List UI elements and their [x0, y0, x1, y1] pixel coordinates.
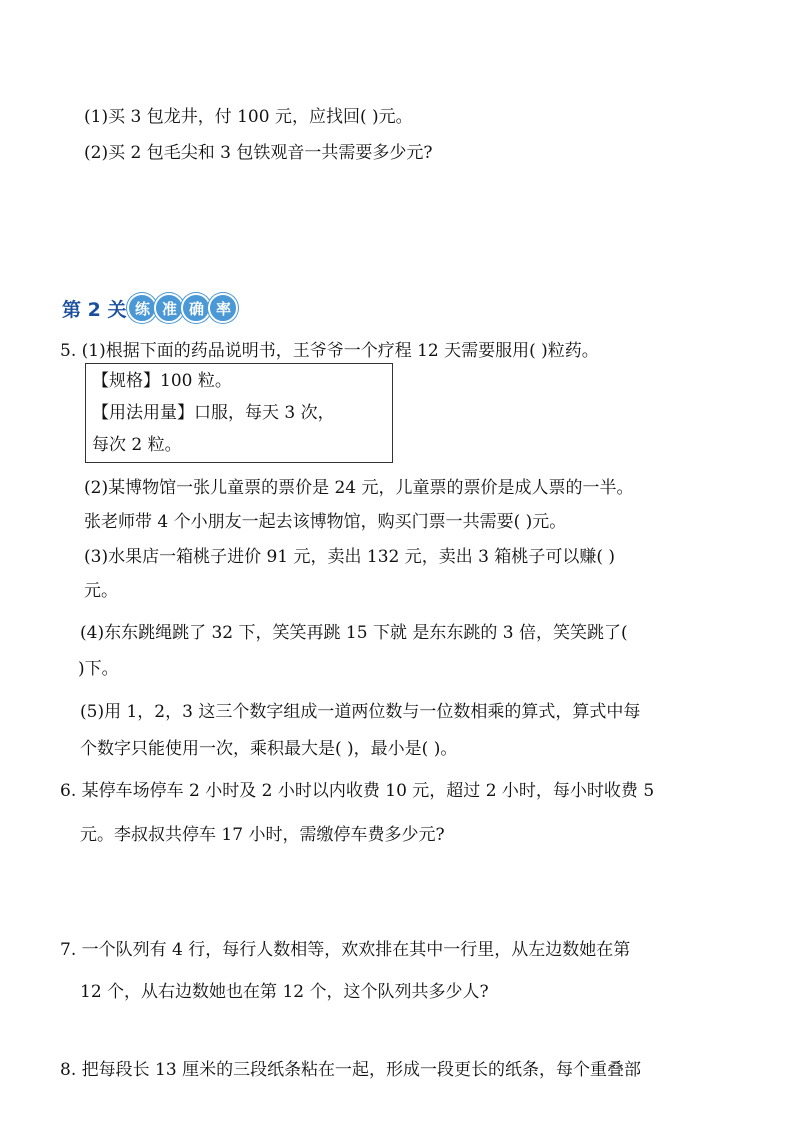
q7-line1: 7. 一个队列有 4 行，每行人数相等，欢欢排在其中一行里，从左边数她在第 — [60, 940, 631, 960]
q7-line2: 12 个，从右边数她也在第 12 个，这个队列共多少人? — [80, 982, 489, 1002]
q5-part3-line1: (3)水果店一箱桃子进价 91 元，卖出 132 元，卖出 3 箱桃子可以赚( ) — [84, 547, 616, 567]
q5-part1: 5. (1)根据下面的药品说明书，王爷爷一个疗程 12 天需要服用( )粒药。 — [60, 341, 599, 361]
section-badge: 率 — [208, 293, 238, 323]
q5-part2-line2: 张老师带 4 个小朋友一起去该博物馆，购买门票一共需要( )元。 — [84, 512, 567, 532]
q5-part5-line2: 个数字只能使用一次，乘积最大是( )，最小是( )。 — [80, 739, 458, 759]
q5-part4-line2: )下。 — [78, 659, 119, 679]
box-line: 【用法用量】口服，每天 3 次， — [92, 403, 335, 423]
box-line: 【规格】100 粒。 — [92, 371, 232, 391]
q4-part1: (1)买 3 包龙井，付 100 元，应找回( )元。 — [84, 107, 413, 127]
section-badge: 练 — [127, 293, 157, 323]
q5-part2-line1: (2)某博物馆一张儿童票的票价是 24 元，儿童票的票价是成人票的一半。 — [84, 478, 634, 498]
box-line: 每次 2 粒。 — [92, 435, 182, 455]
q5-part5-line1: (5)用 1，2，3 这三个数字组成一道两位数与一位数相乘的算式，算式中每 — [80, 702, 641, 722]
section-prefix: 第 2 关 — [62, 298, 127, 321]
section-badge: 确 — [181, 293, 211, 323]
q6-line1: 6. 某停车场停车 2 小时及 2 小时以内收费 10 元，超过 2 小时，每小时收费 5 — [60, 781, 655, 801]
q8-line1: 8. 把每段长 13 厘米的三段纸条粘在一起，形成一段更长的纸条，每个重叠部 — [60, 1060, 642, 1080]
q6-line2: 元。李叔叔共停车 17 小时，需缴停车费多少元? — [80, 825, 445, 845]
q4-part2: (2)买 2 包毛尖和 3 包铁观音一共需要多少元? — [84, 143, 433, 163]
section-badge: 准 — [154, 293, 184, 323]
q5-part4-line1: (4)东东跳绳跳了 32 下，笑笑再跳 15 下就 是东东跳的 3 倍，笑笑跳了( — [80, 623, 628, 643]
section-header — [62, 293, 238, 323]
q5-part3-line2: 元。 — [84, 581, 118, 601]
